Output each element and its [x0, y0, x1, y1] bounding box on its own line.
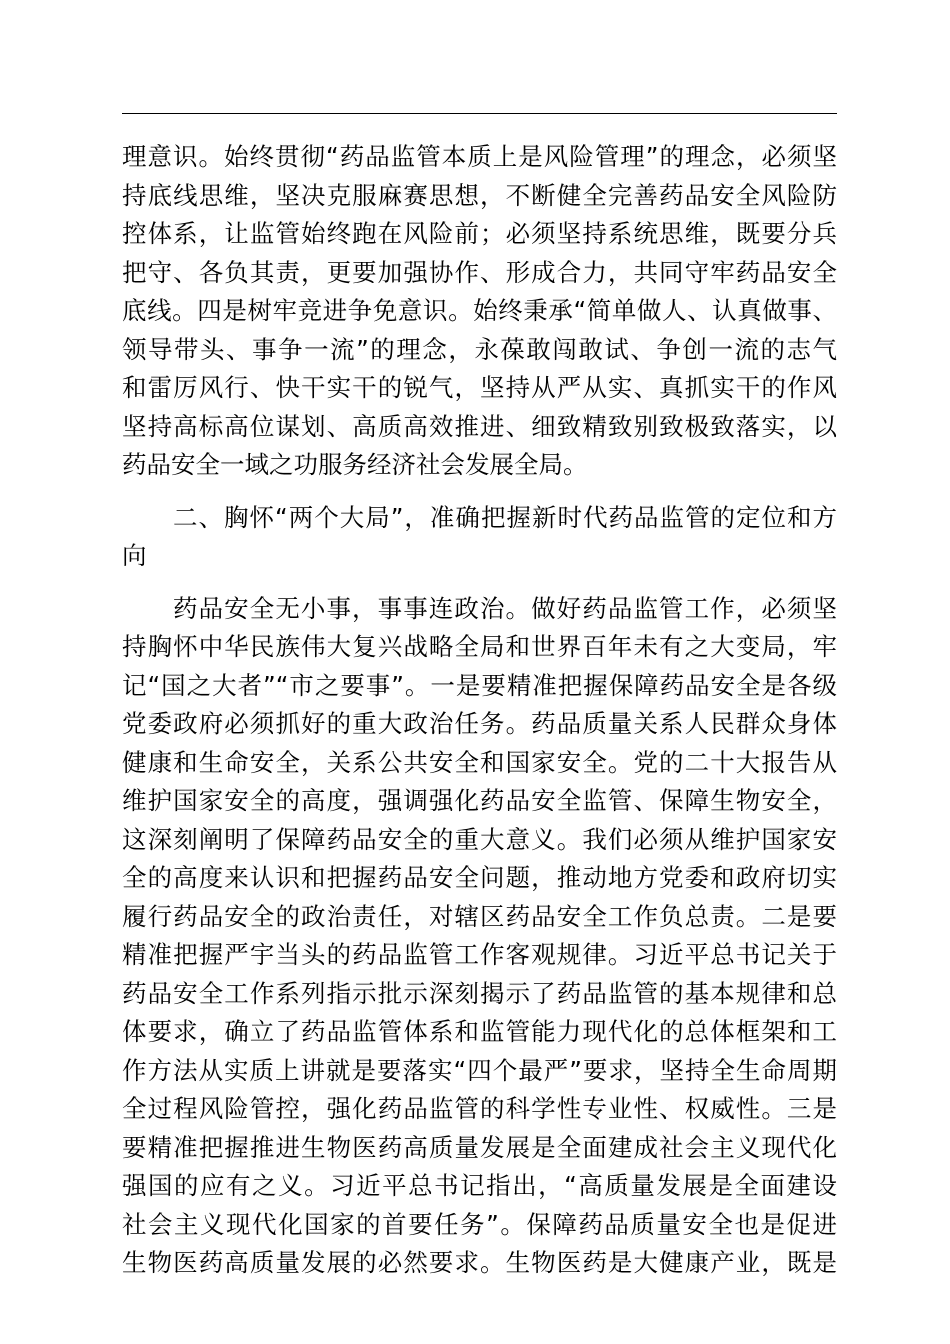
text-line: 全的高度来认识和把握药品安全问题，推动地方党委和政府切实 [122, 863, 837, 892]
text-line: 强国的应有之义。习近平总书记指出，“高质量发展是全面建设 [122, 1171, 837, 1200]
paragraph-body [122, 590, 837, 1283]
text-line: 和雷厉风行、快干实干的锐气，坚持从严从实、真抓实干的作风 [122, 373, 837, 402]
text-line: 作方法从实质上讲就是要落实“四个最严”要求，坚持全生命周期 [122, 1055, 837, 1085]
text-line: 把守、各负其责，更要加强协作、形成合力，共同守牢药品安全 [122, 257, 837, 287]
paragraph-continuation [122, 138, 837, 485]
text-line: 要精准把握推进生物医药高质量发展是全面建成社会主义现代化 [122, 1132, 837, 1162]
text-line: 控体系，让监管始终跑在风险前；必须坚持系统思维，既要分兵 [122, 219, 837, 248]
text-line: 持底线思维，坚决克服麻赛思想，不断健全完善药品安全风险防 [122, 180, 837, 210]
text-line: 底线。四是树牢竞进争免意识。始终秉承“简单做人、认真做事、 [122, 296, 837, 325]
heading-line: 二、胸怀“两个大局”，准确把握新时代药品监管的定位和方 [173, 502, 837, 532]
header-rule [122, 113, 837, 114]
text-line: 生物医药高质量发展的必然要求。生物医药是大健康产业，既是 [122, 1248, 837, 1277]
text-line: 健康和生命安全，关系公共安全和国家安全。党的二十大报告从 [122, 747, 837, 777]
text-line: 体要求，确立了药品监管体系和监管能力现代化的总体框架和工 [122, 1017, 837, 1046]
document-body [122, 138, 837, 1283]
text-line: 这深刻阐明了保障药品安全的重大意义。我们必须从维护国家安 [122, 824, 837, 854]
heading-line: 向 [122, 541, 147, 570]
text-line: 全过程风险管控，强化药品监管的科学性专业性、权威性。三是 [122, 1094, 837, 1123]
text-line: 党委政府必须抓好的重大政治任务。药品质量关系人民群众身体 [122, 709, 837, 738]
text-line: 坚持高标高位谋划、高质高效推进、细致精致别致极致落实，以 [122, 411, 837, 441]
text-line: 履行药品安全的政治责任，对辖区药品安全工作负总责。二是要 [122, 901, 837, 931]
text-line: 精准把握严宇当头的药品监管工作客观规律。习近平总书记关于 [122, 940, 837, 969]
text-line: 领导带头、事争一流”的理念，永葆敢闯敢试、争创一流的志气 [122, 334, 837, 364]
text-line: 理意识。始终贯彻“药品监管本质上是风险管理”的理念，必须坚 [122, 142, 837, 171]
text-line: 药品安全一域之功服务经济社会发展全局。 [122, 450, 588, 479]
text-line: 社会主义现代化国家的首要任务”。保障药品质量安全也是促进 [122, 1209, 837, 1239]
text-line: 药品安全无小事，事事连政治。做好药品监管工作，必须坚 [173, 593, 837, 623]
text-line: 药品安全工作系列指示批示深刻揭示了药品监管的基本规律和总 [122, 978, 837, 1008]
section-heading [122, 499, 837, 576]
text-line: 记“国之大者”“市之要事”。一是要精准把握保障药品安全是各级 [122, 670, 837, 700]
text-line: 维护国家安全的高度，强调强化药品安全监管、保障生物安全， [122, 786, 837, 815]
text-line: 持胸怀中华民族伟大复兴战略全局和世界百年未有之大变局，牢 [122, 632, 837, 661]
